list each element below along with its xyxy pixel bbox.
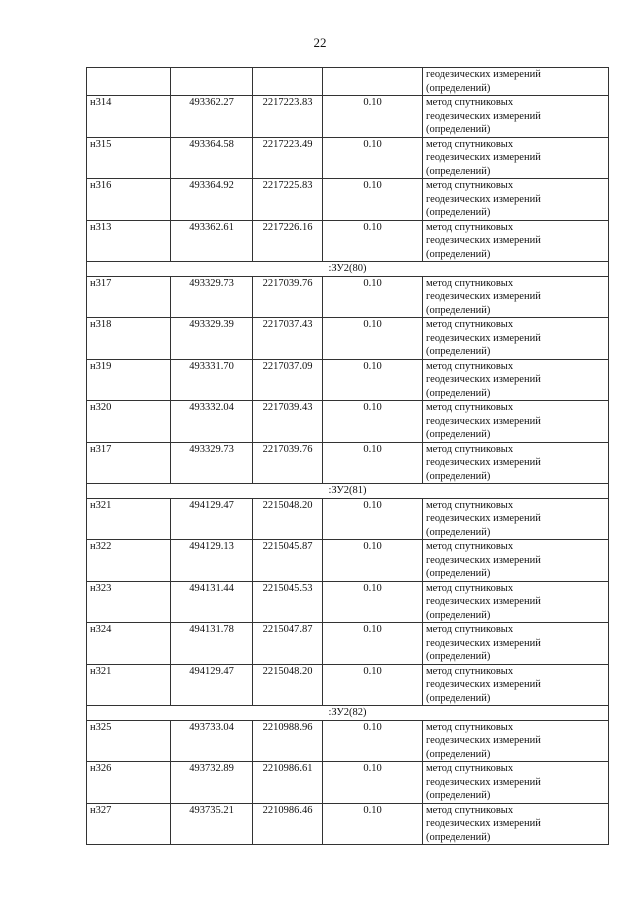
method-cell <box>423 623 609 665</box>
method-line: геодезических измерений <box>426 152 541 163</box>
y-coordinate-cell: 2217039.76 <box>253 442 323 484</box>
accuracy-cell: 0.10 <box>323 359 423 401</box>
method-line: метод спутниковых <box>426 624 514 635</box>
point-id-cell: н320 <box>87 401 171 443</box>
y-coordinate-cell <box>253 68 323 96</box>
point-id-cell: н316 <box>87 179 171 221</box>
section-label: :ЗУ2(81) <box>87 484 609 499</box>
method-line: геодезических измерений <box>426 637 541 649</box>
method-line: геодезических измерений <box>426 818 541 829</box>
method-line: (определений) <box>426 82 491 94</box>
y-coordinate-cell: 2217226.16 <box>253 220 323 262</box>
table-row <box>87 318 609 360</box>
y-coordinate-cell: 2217037.43 <box>253 318 323 360</box>
table-row <box>87 359 609 401</box>
method-line: метод спутниковых <box>426 97 514 108</box>
method-cell <box>423 401 609 443</box>
x-coordinate-cell <box>171 68 253 96</box>
point-id-cell: н322 <box>87 540 171 582</box>
y-coordinate-cell: 2217223.49 <box>253 137 323 179</box>
point-id-cell: н325 <box>87 720 171 762</box>
accuracy-cell: 0.10 <box>323 276 423 318</box>
page-number: 22 <box>313 35 327 50</box>
method-line: метод спутниковых <box>426 221 514 233</box>
method-cell <box>423 96 609 138</box>
method-line: геодезических измерений <box>426 110 541 122</box>
method-cell <box>423 720 609 762</box>
x-coordinate-cell: 493329.73 <box>171 442 253 484</box>
y-coordinate-cell: 2215048.20 <box>253 664 323 706</box>
x-coordinate-cell: 493364.92 <box>171 179 253 221</box>
method-line: метод спутниковых <box>426 582 514 594</box>
method-cell <box>423 664 609 706</box>
method-line: геодезических измерений <box>426 596 541 607</box>
y-coordinate-cell: 2210986.46 <box>253 803 323 845</box>
x-coordinate-cell: 493331.70 <box>171 359 253 401</box>
accuracy-cell: 0.10 <box>323 137 423 179</box>
y-coordinate-cell: 2217225.83 <box>253 179 323 221</box>
section-header-row <box>87 706 609 721</box>
point-id-cell: н319 <box>87 359 171 401</box>
x-coordinate-cell: 493332.04 <box>171 401 253 443</box>
y-coordinate-cell: 2210988.96 <box>253 720 323 762</box>
point-id-cell: н317 <box>87 442 171 484</box>
method-line: (определений) <box>426 429 491 440</box>
method-line: геодезических измерений <box>426 679 541 690</box>
method-cell <box>423 762 609 804</box>
point-id-cell: н321 <box>87 664 171 706</box>
section-header-row <box>87 484 609 499</box>
table-row <box>87 442 609 484</box>
method-line: геодезических измерений <box>426 374 541 385</box>
accuracy-cell: 0.10 <box>323 803 423 845</box>
table-row <box>87 276 609 318</box>
point-id-cell: н313 <box>87 220 171 262</box>
point-id-cell <box>87 68 171 96</box>
table-row <box>87 762 609 804</box>
point-id-cell: н327 <box>87 803 171 845</box>
method-line: метод спутниковых <box>426 665 514 677</box>
table-row <box>87 664 609 706</box>
continuation-row <box>87 68 609 96</box>
point-id-cell: н321 <box>87 498 171 540</box>
method-line: метод спутниковых <box>426 360 514 372</box>
method-line: метод спутниковых <box>426 138 514 150</box>
method-line: (определений) <box>426 651 491 662</box>
table-row <box>87 401 609 443</box>
method-line: геодезических измерений <box>426 332 541 344</box>
method-line: (определений) <box>426 568 491 579</box>
table-row <box>87 498 609 540</box>
coordinates-table-body <box>87 68 609 845</box>
method-line: геодезических измерений <box>426 457 541 468</box>
x-coordinate-cell: 493362.61 <box>171 220 253 262</box>
method-line: метод спутниковых <box>426 277 514 289</box>
x-coordinate-cell: 493362.27 <box>171 96 253 138</box>
method-line: (определений) <box>426 609 491 621</box>
y-coordinate-cell: 2217037.09 <box>253 359 323 401</box>
method-line: (определений) <box>426 207 491 218</box>
section-label: :ЗУ2(80) <box>87 262 609 277</box>
accuracy-cell: 0.10 <box>323 720 423 762</box>
method-cell <box>423 137 609 179</box>
method-cell <box>423 68 609 96</box>
method-line: метод спутниковых <box>426 319 514 330</box>
accuracy-cell: 0.10 <box>323 623 423 665</box>
method-line: (определений) <box>426 248 491 260</box>
point-id-cell: н324 <box>87 623 171 665</box>
method-line: (определений) <box>426 470 491 482</box>
accuracy-cell: 0.10 <box>323 220 423 262</box>
x-coordinate-cell: 494131.44 <box>171 581 253 623</box>
method-cell <box>423 581 609 623</box>
accuracy-cell: 0.10 <box>323 96 423 138</box>
method-line: геодезических измерений <box>426 513 541 524</box>
coordinates-table <box>86 67 609 845</box>
table-row <box>87 96 609 138</box>
table-row <box>87 220 609 262</box>
method-cell <box>423 540 609 582</box>
table-row <box>87 623 609 665</box>
method-line: метод спутниковых <box>426 541 514 552</box>
method-line: (определений) <box>426 831 491 843</box>
x-coordinate-cell: 493329.73 <box>171 276 253 318</box>
method-cell <box>423 498 609 540</box>
x-coordinate-cell: 493733.04 <box>171 720 253 762</box>
y-coordinate-cell: 2217223.83 <box>253 96 323 138</box>
method-line: (определений) <box>426 790 491 801</box>
method-line: метод спутниковых <box>426 180 514 191</box>
table-row <box>87 803 609 845</box>
x-coordinate-cell: 493329.39 <box>171 318 253 360</box>
method-line: геодезических измерений <box>426 69 541 80</box>
method-line: (определений) <box>426 748 491 760</box>
method-line: метод спутниковых <box>426 443 514 455</box>
accuracy-cell: 0.10 <box>323 581 423 623</box>
y-coordinate-cell: 2215048.20 <box>253 498 323 540</box>
method-cell <box>423 276 609 318</box>
method-line: метод спутниковых <box>426 499 514 511</box>
table-row <box>87 137 609 179</box>
y-coordinate-cell: 2215045.87 <box>253 540 323 582</box>
table-row <box>87 720 609 762</box>
x-coordinate-cell: 494131.78 <box>171 623 253 665</box>
method-line: (определений) <box>426 387 491 399</box>
y-coordinate-cell: 2215045.53 <box>253 581 323 623</box>
method-line: геодезических измерений <box>426 415 541 427</box>
accuracy-cell: 0.10 <box>323 762 423 804</box>
table-row <box>87 581 609 623</box>
x-coordinate-cell: 494129.47 <box>171 664 253 706</box>
point-id-cell: н318 <box>87 318 171 360</box>
method-line: (определений) <box>426 165 491 177</box>
table-row <box>87 179 609 221</box>
method-cell <box>423 179 609 221</box>
accuracy-cell: 0.10 <box>323 664 423 706</box>
method-line: метод спутниковых <box>426 721 514 733</box>
method-cell <box>423 803 609 845</box>
point-id-cell: н323 <box>87 581 171 623</box>
accuracy-cell: 0.10 <box>323 179 423 221</box>
method-line: геодезических измерений <box>426 554 541 566</box>
accuracy-cell: 0.10 <box>323 498 423 540</box>
x-coordinate-cell: 493732.89 <box>171 762 253 804</box>
y-coordinate-cell: 2217039.76 <box>253 276 323 318</box>
method-line: (определений) <box>426 346 491 357</box>
method-line: геодезических измерений <box>426 776 541 788</box>
table-row <box>87 540 609 582</box>
accuracy-cell: 0.10 <box>323 540 423 582</box>
y-coordinate-cell: 2210986.61 <box>253 762 323 804</box>
method-line: геодезических измерений <box>426 193 541 205</box>
method-line: геодезических измерений <box>426 291 541 302</box>
section-label: :ЗУ2(82) <box>87 706 609 721</box>
method-line: (определений) <box>426 124 491 135</box>
accuracy-cell <box>323 68 423 96</box>
method-line: метод спутниковых <box>426 402 514 413</box>
method-line: (определений) <box>426 692 491 704</box>
point-id-cell: н317 <box>87 276 171 318</box>
point-id-cell: н314 <box>87 96 171 138</box>
accuracy-cell: 0.10 <box>323 318 423 360</box>
method-line: геодезических измерений <box>426 235 541 246</box>
method-line: метод спутниковых <box>426 804 514 816</box>
x-coordinate-cell: 493735.21 <box>171 803 253 845</box>
method-cell <box>423 318 609 360</box>
y-coordinate-cell: 2215047.87 <box>253 623 323 665</box>
method-cell <box>423 359 609 401</box>
accuracy-cell: 0.10 <box>323 442 423 484</box>
point-id-cell: н326 <box>87 762 171 804</box>
method-line: (определений) <box>426 526 491 538</box>
y-coordinate-cell: 2217039.43 <box>253 401 323 443</box>
method-line: геодезических измерений <box>426 735 541 746</box>
method-cell <box>423 220 609 262</box>
x-coordinate-cell: 493364.58 <box>171 137 253 179</box>
accuracy-cell: 0.10 <box>323 401 423 443</box>
point-id-cell: н315 <box>87 137 171 179</box>
x-coordinate-cell: 494129.47 <box>171 498 253 540</box>
method-cell <box>423 442 609 484</box>
x-coordinate-cell: 494129.13 <box>171 540 253 582</box>
method-line: (определений) <box>426 304 491 316</box>
section-header-row <box>87 262 609 277</box>
method-line: метод спутниковых <box>426 763 514 774</box>
